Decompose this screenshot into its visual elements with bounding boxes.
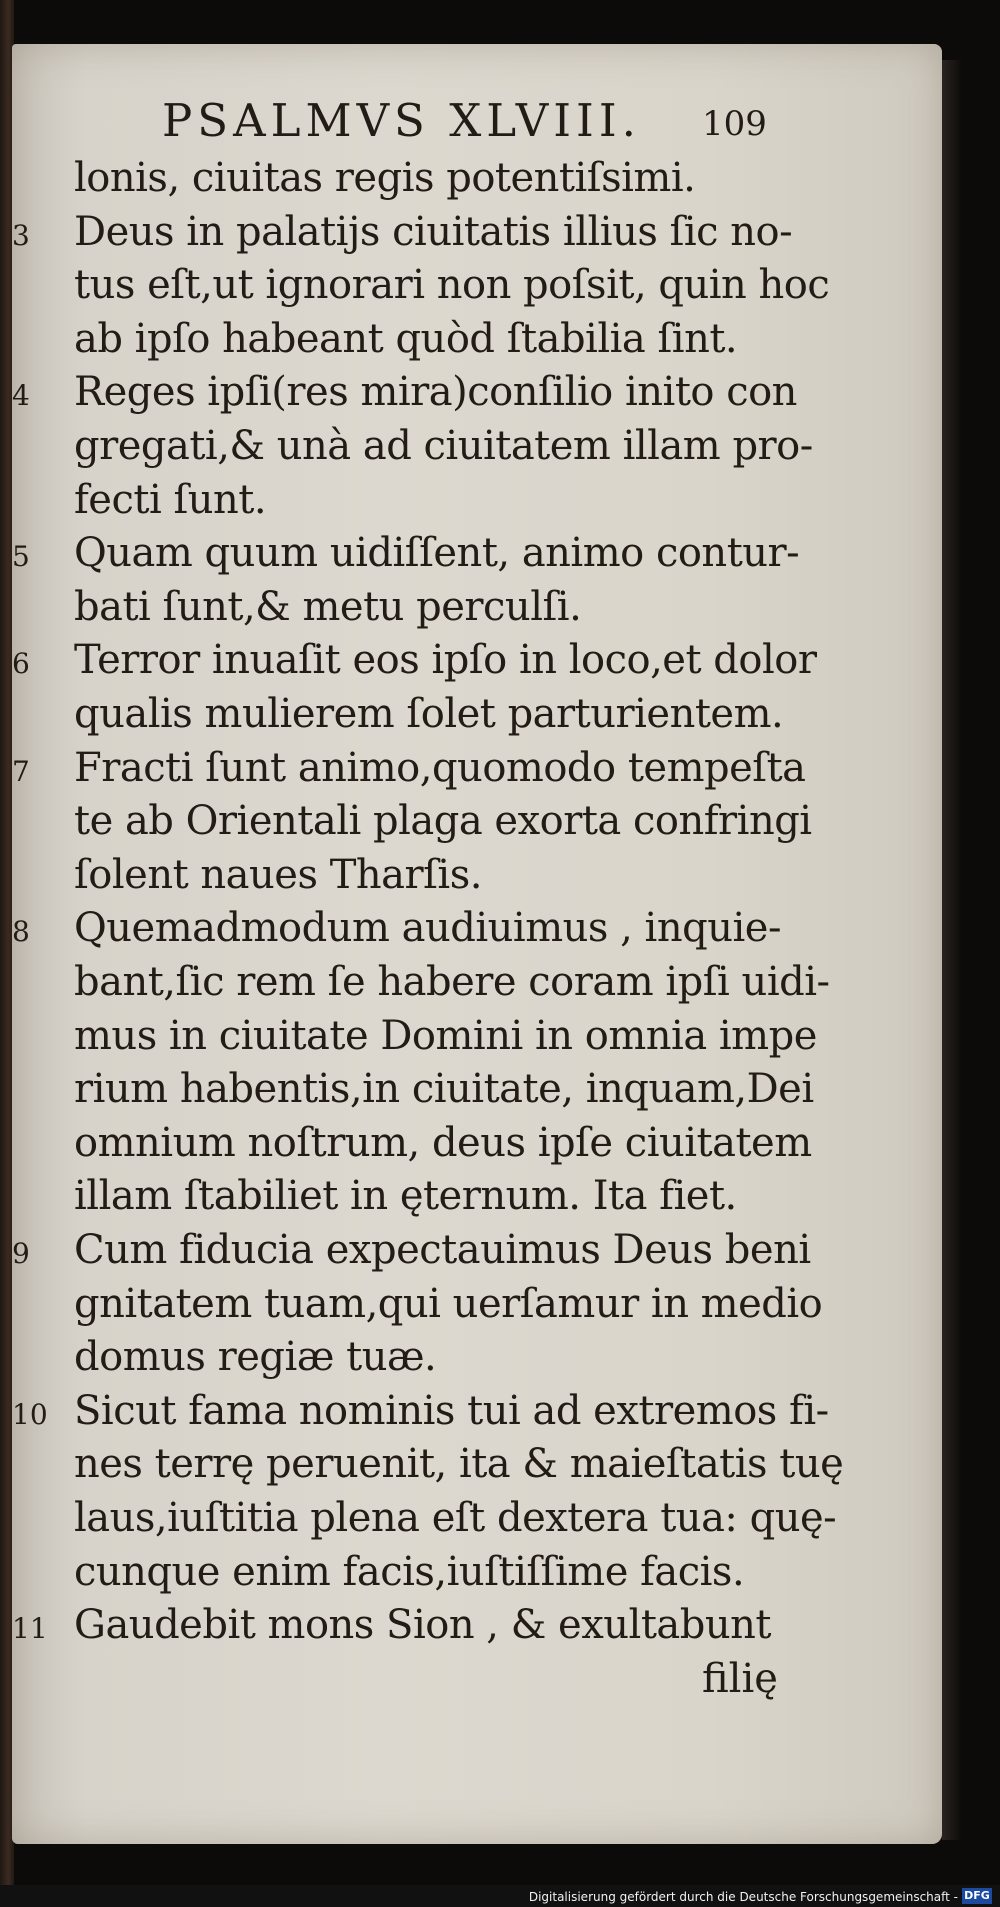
verse-number: 10 [12, 1397, 48, 1431]
page-number: 109 [702, 104, 767, 144]
funding-note: Digitalisierung gefördert durch die Deutsche Forschungsgemeinschaft - [528, 1890, 958, 1904]
text-line: ab ipſo habeant quòd ſtabilia ſint. [74, 315, 738, 362]
text-line: nes terrę peruenit, ita & maieſtatis tuę [74, 1441, 844, 1488]
verse-number: 3 [12, 218, 30, 252]
text-line: tus eſt,ut ignorari non poſsit, quin hoc [74, 262, 830, 309]
text-line: rium habentis,in ciuitate, inquam,Dei [74, 1066, 814, 1113]
text-line: fecti ſunt. [74, 476, 267, 523]
text-line: domus regiæ tuæ. [74, 1334, 437, 1381]
text-line: Terror inuaſit eos ipſo in loco,et dolor [74, 637, 817, 684]
catchword: filię [702, 1655, 778, 1702]
footer-bar [0, 1885, 1000, 1907]
text-line: Reges ipſi(res mira)conſilio inito con [74, 369, 797, 416]
text-line: Gaudebit mons Sion , & exultabunt [74, 1602, 771, 1649]
verse-number: 7 [12, 754, 30, 788]
text-line: omnium noſtrum, deus ipſe ciuitatem [74, 1119, 812, 1166]
text-line: Quam quum uidiſſent, animo contur- [74, 530, 800, 577]
text-line: Cum fiducia expectauimus Deus beni [74, 1227, 811, 1273]
text-line: lonis, ciuitas regis potentiſsimi. [74, 155, 696, 201]
text-line: cunque enim facis,iuſtiſſime facis. [74, 1548, 745, 1595]
text-line: illam ſtabiliet in ęternum. Ita fiet. [74, 1173, 737, 1220]
text-line: Deus in palatijs ciuitatis illius ſic no- [74, 208, 793, 255]
text-line: Sicut fama nominis tui ad extremos fi- [74, 1387, 829, 1434]
text-line: gregati,& unà ad ciuitatem illam pro- [74, 423, 813, 469]
dfg-logo: DFG [962, 1888, 992, 1904]
text-line: gnitatem tuam,qui uerſamur in medio [74, 1280, 823, 1327]
text-line: mus in ciuitate Domini in omnia impe [74, 1012, 817, 1059]
page-edge-shadow [942, 60, 962, 1840]
text-line: bant,ſic rem ſe habere coram ipſi uidi- [74, 959, 830, 1005]
text-line: ſolent naues Tharſis. [74, 851, 482, 898]
text-block [12, 44, 942, 1844]
text-line: te ab Orientali plaga exorta confringi [74, 798, 812, 845]
verse-number: 8 [12, 915, 30, 949]
verse-number: 9 [12, 1237, 30, 1270]
verse-number: 11 [12, 1612, 48, 1646]
text-line: bati ſunt,& metu perculſi. [74, 583, 582, 630]
verse-number: 6 [12, 647, 30, 681]
text-line: laus,iuſtitia plena eſt dextera tua: quę- [74, 1495, 837, 1541]
book-page [12, 44, 942, 1844]
text-line: Quemadmodum audiuimus , inquie- [74, 905, 781, 952]
running-head: PSALMVS XLVIII. [162, 94, 641, 147]
verse-number: 4 [12, 379, 30, 413]
text-line: Fracti ſunt animo,quomodo tempeſta [74, 744, 806, 791]
verse-number: 5 [12, 540, 30, 574]
text-line: qualis mulierem ſolet parturientem. [74, 691, 784, 737]
